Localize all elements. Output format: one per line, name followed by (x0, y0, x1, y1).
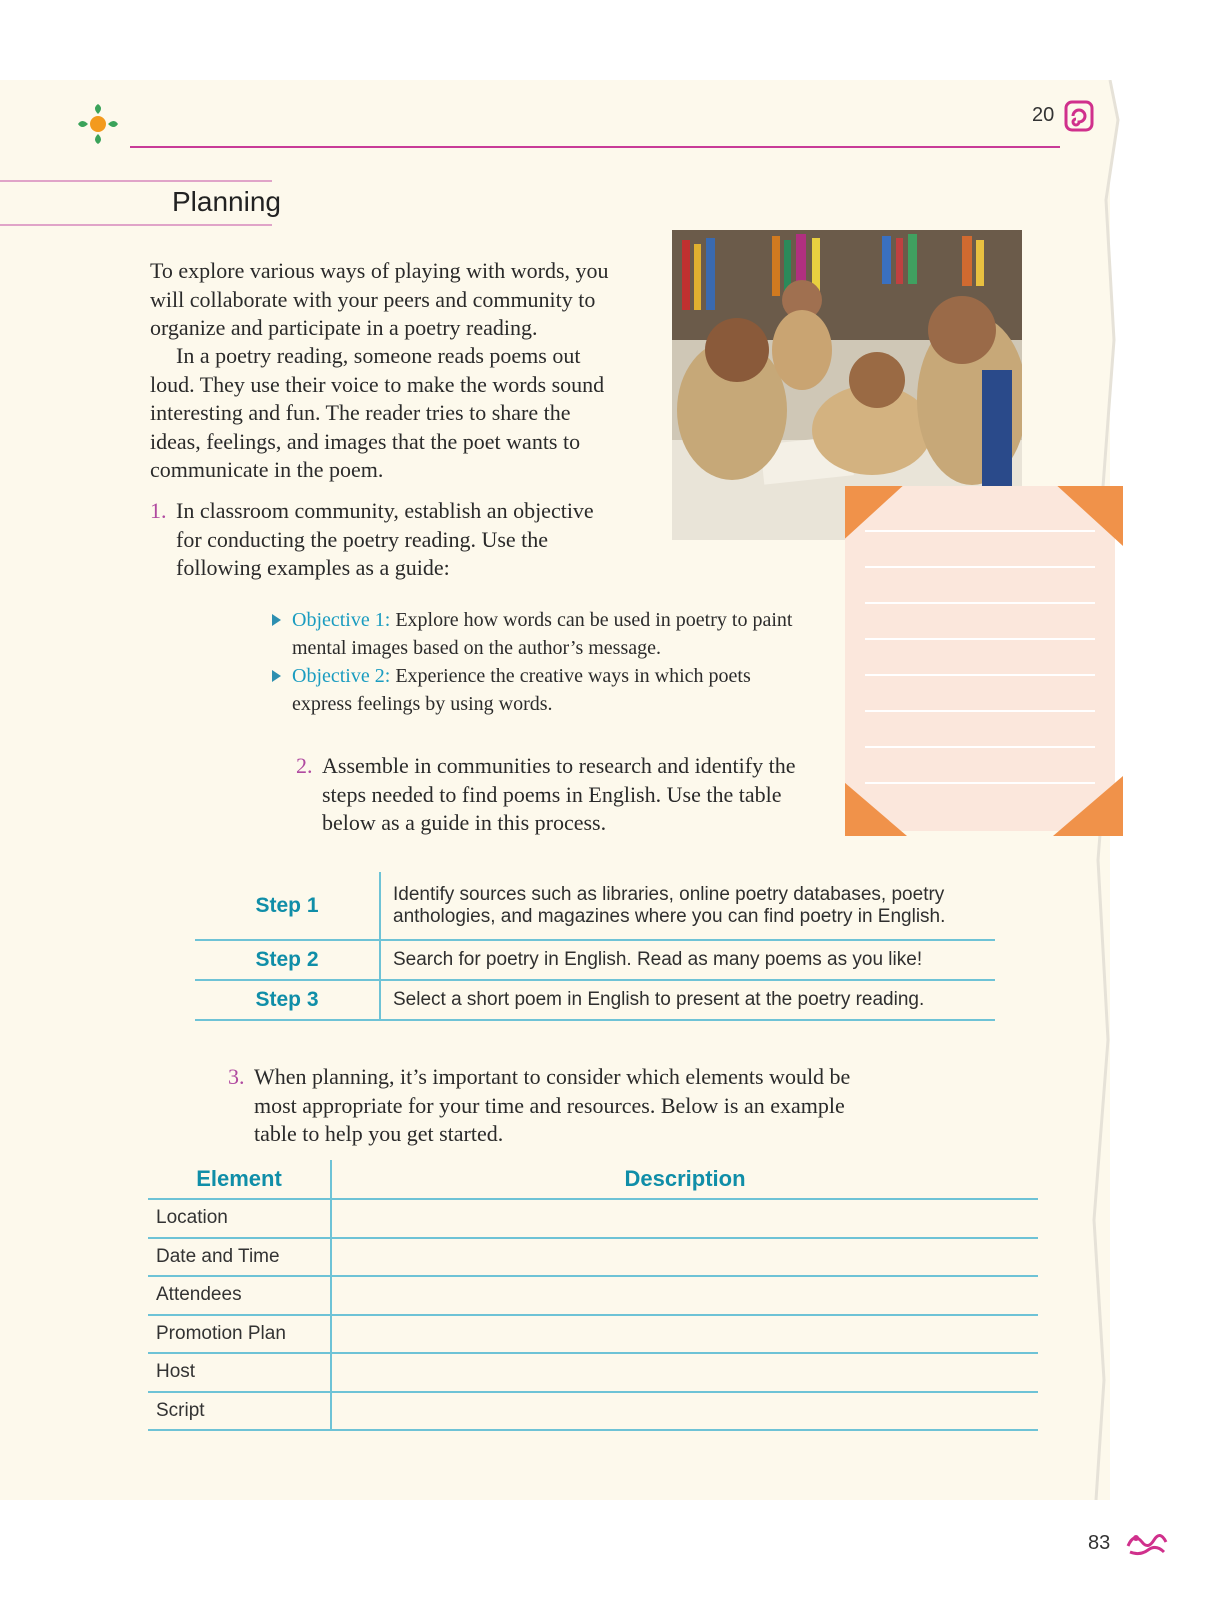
steps-table (195, 872, 995, 1021)
section-title: Planning (172, 186, 281, 217)
description-cell[interactable] (331, 1392, 1038, 1431)
step-description: Identify sources such as libraries, online poetry databases, poetry anthologies, and magazines where you can find poetry in English. (380, 872, 995, 940)
description-cell[interactable] (331, 1353, 1038, 1392)
header-rule (130, 146, 1060, 148)
table-row (148, 1392, 1038, 1431)
intro-paragraph: In a poetry reading, someone reads poems out loud. They use their voice to make the words sound interesting and fun. The reader tries to share the ideas, feelings, and images that the poet wants to communicate in the poem. (150, 343, 605, 482)
section-rule-bottom (0, 224, 272, 226)
objective-text: Experience the creative ways in which poets express feelings by using words. (292, 665, 751, 715)
step-description: Search for poetry in English. Read as many poems as you like! (380, 940, 995, 980)
step-label: Step 3 (195, 980, 380, 1020)
intro-paragraph: To explore various ways of playing with words, you will collaborate with your peers and community to organize and participate in a poetry reading. (150, 258, 609, 340)
section-rule-top (0, 180, 272, 182)
element-cell: Date and Time (148, 1238, 331, 1277)
objective-item (270, 662, 800, 718)
decorative-scroll-icon (1124, 1528, 1170, 1558)
bullet-triangle-icon (272, 614, 281, 626)
table-header-row (148, 1160, 1038, 1199)
column-header: Element (148, 1160, 331, 1199)
bullet-triangle-icon (272, 670, 281, 682)
element-cell: Host (148, 1353, 331, 1392)
lined-note-paper (845, 486, 1125, 836)
objective-label: Objective 2: (292, 665, 391, 687)
instruction-text: When planning, it’s important to consider which elements would be most appropriate for your time and resources. Below is an example table to help you get started. (254, 1064, 851, 1146)
table-row (195, 872, 995, 940)
description-cell[interactable] (331, 1238, 1038, 1277)
instruction-number: 2. (296, 753, 313, 778)
table-row (148, 1238, 1038, 1277)
objectives-list (270, 606, 800, 718)
element-cell: Location (148, 1199, 331, 1238)
objective-item (270, 606, 800, 662)
step-label: Step 2 (195, 940, 380, 980)
description-cell[interactable] (331, 1315, 1038, 1354)
spiral-glyph-icon (1064, 100, 1094, 132)
element-cell: Attendees (148, 1276, 331, 1315)
description-cell[interactable] (331, 1199, 1038, 1238)
objective-label: Objective 1: (292, 609, 391, 631)
element-cell: Script (148, 1392, 331, 1431)
folio-number: 20 (1032, 104, 1055, 126)
column-header: Description (331, 1160, 1038, 1199)
objective-text: Explore how words can be used in poetry to paint mental images based on the author’s message. (292, 609, 793, 659)
description-cell[interactable] (331, 1276, 1038, 1315)
table-row (148, 1315, 1038, 1354)
flower-ornament-icon (72, 100, 124, 150)
table-row (148, 1199, 1038, 1238)
instruction-number: 1. (150, 498, 167, 523)
instruction-text: In classroom community, establish an objective for conducting the poetry reading. Use the following examples as a guide: (176, 498, 594, 580)
table-row (195, 940, 995, 980)
page-number: 83 (1088, 1532, 1111, 1554)
table-row (148, 1353, 1038, 1392)
instruction-text: Assemble in communities to research and identify the steps needed to find poems in English. Use the table below as a guide in this process. (322, 753, 796, 835)
elements-table (148, 1160, 1038, 1431)
step-label: Step 1 (195, 872, 380, 940)
table-row (195, 980, 995, 1020)
element-cell: Promotion Plan (148, 1315, 331, 1354)
instruction-number: 3. (228, 1064, 245, 1089)
table-row (148, 1276, 1038, 1315)
step-description: Select a short poem in English to present at the poetry reading. (380, 980, 995, 1020)
